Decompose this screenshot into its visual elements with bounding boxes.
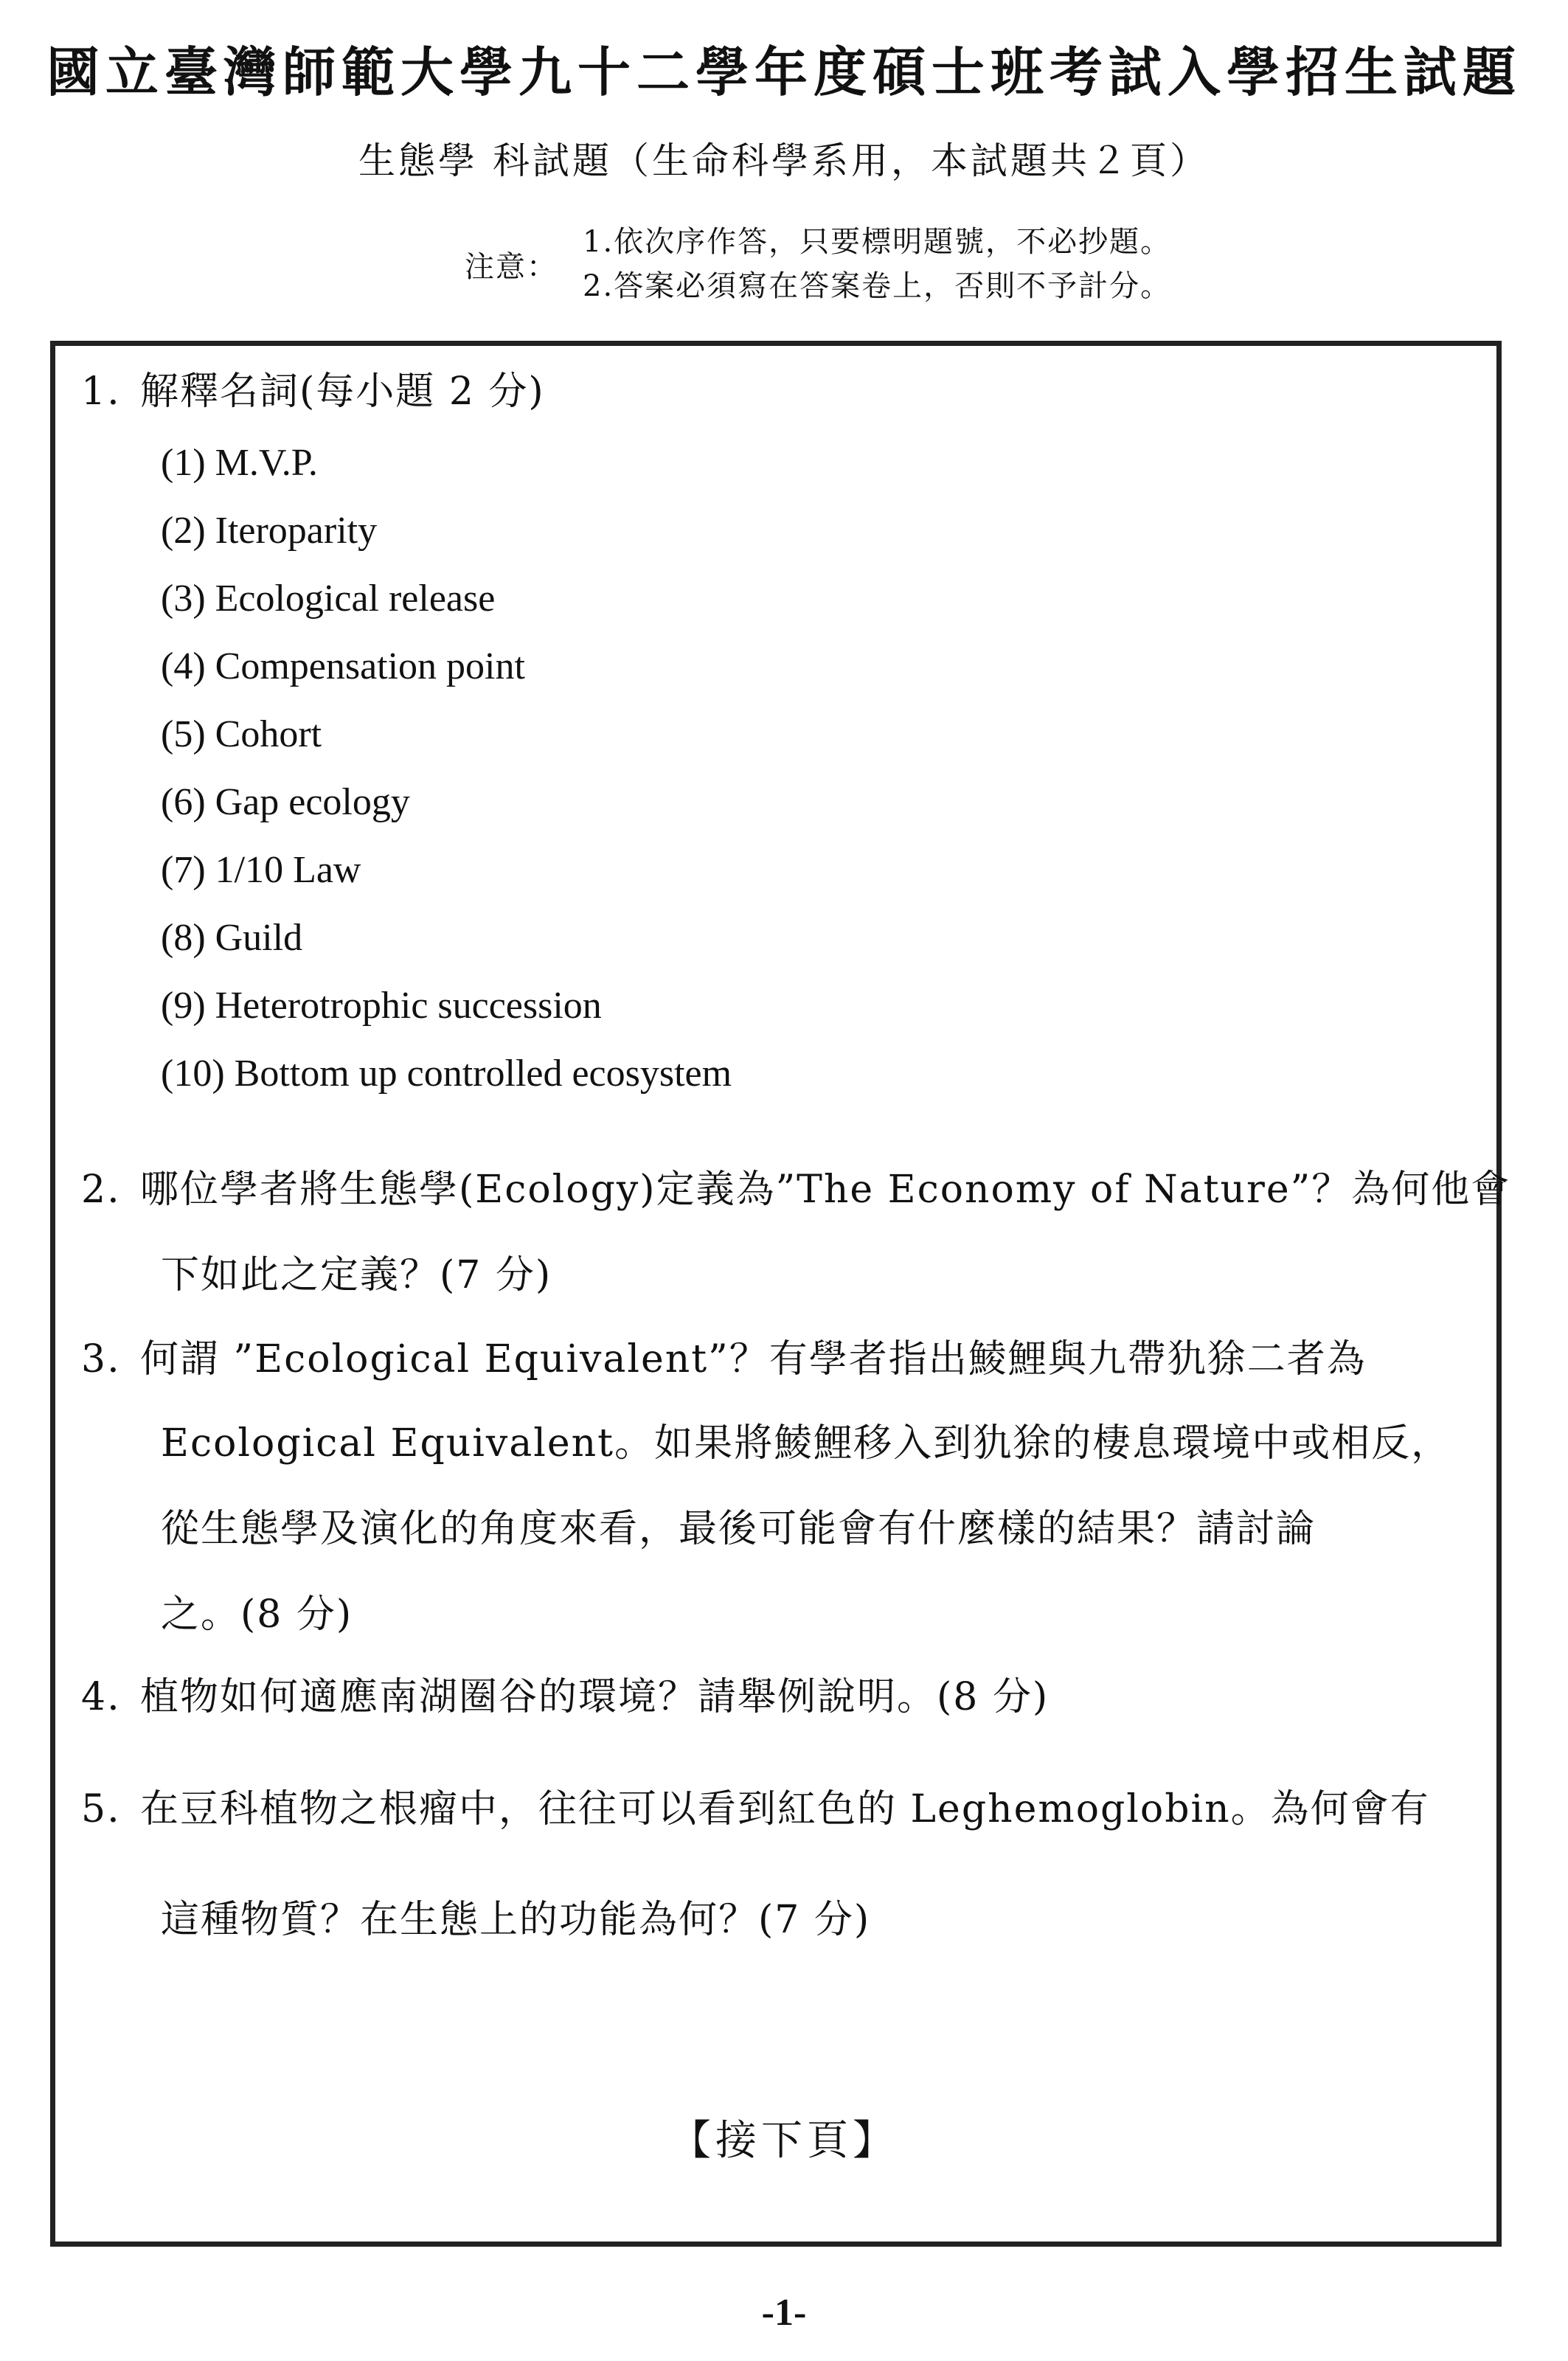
- term-item: (8) Guild: [161, 917, 303, 959]
- question-text-continued: Ecological Equivalent。如果將鯪鯉移入到犰狳的棲息環境中或相反，: [161, 1421, 1451, 1466]
- question-text-continued: 這種物質？在生態上的功能為何？(7 分): [161, 1898, 871, 1942]
- exam-subtitle: 生態學 科試題（生命科學系用，本試題共２頁）: [358, 139, 1210, 182]
- question-text: 哪位學者將生態學(Ecology)定義為”The Economy of Nature”？為何他會: [140, 1168, 1511, 1212]
- question-text: 何謂 ”Ecological Equivalent”？有學者指出鯪鯉與九帶犰狳二者為: [140, 1337, 1367, 1381]
- question-text-continued: 之。(8 分): [161, 1592, 353, 1637]
- question-3: [81, 1328, 1367, 1383]
- term-item: (9) Heterotrophic succession: [161, 985, 602, 1027]
- term-item: (7) 1/10 Law: [161, 849, 361, 891]
- term-item: (2) Iteroparity: [161, 510, 378, 552]
- question-number: 2.: [81, 1168, 121, 1212]
- question-text: 植物如何適應南湖圈谷的環境？請舉例說明。(8 分): [140, 1675, 1050, 1719]
- question-number: 4.: [81, 1675, 121, 1719]
- note-item: 2.答案必須寫在答案卷上，否則不予計分。: [583, 269, 1172, 303]
- term-item: (5) Cohort: [161, 713, 322, 755]
- term-item: (1) M.V.P.: [161, 442, 318, 484]
- term-item: (4) Compensation point: [161, 645, 525, 687]
- question-number: 5.: [81, 1787, 121, 1831]
- page-title: 國立臺灣師範大學九十二學年度碩士班考試入學招生試題: [46, 41, 1522, 103]
- question-text-continued: 從生態學及演化的角度來看，最後可能會有什麼樣的結果？請討論: [161, 1507, 1317, 1551]
- notes-list: [583, 220, 1171, 308]
- question-number: 1.: [81, 370, 121, 414]
- question-2: [81, 1158, 1510, 1213]
- question-text: 解釋名詞(每小題 2 分): [140, 370, 545, 414]
- page-number: -1-: [761, 2292, 807, 2334]
- term-item: (3) Ecological release: [161, 578, 496, 620]
- question-text-continued: 下如此之定義？(7 分): [161, 1253, 552, 1297]
- exam-notes: [465, 220, 1350, 308]
- continue-next-page: 【接下頁】: [670, 2117, 898, 2165]
- term-item: (6) Gap ecology: [161, 781, 410, 823]
- note-item: 1.依次序作答，只要標明題號，不必抄題。: [583, 225, 1172, 259]
- question-number: 3.: [81, 1337, 121, 1381]
- question-5: [81, 1778, 1430, 1833]
- question-text: 在豆科植物之根瘤中，往往可以看到紅色的 Leghemoglobin。為何會有: [140, 1787, 1430, 1831]
- term-item: (10) Bottom up controlled ecosystem: [161, 1053, 732, 1095]
- notes-label: 注意：: [465, 250, 558, 284]
- question-1: [81, 360, 545, 415]
- question-4: [81, 1665, 1049, 1721]
